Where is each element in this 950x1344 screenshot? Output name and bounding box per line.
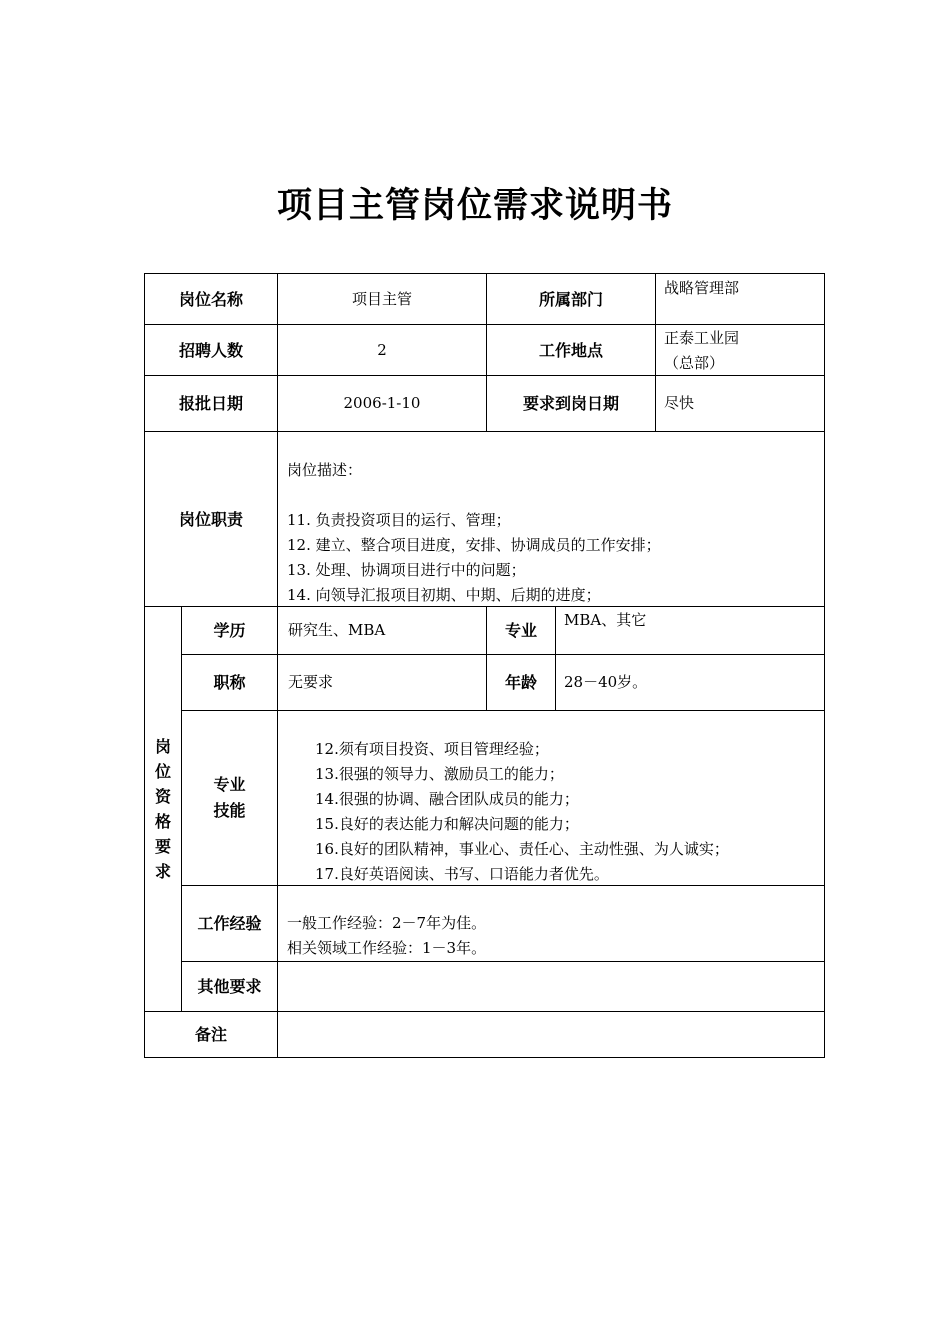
label-headcount: 招聘人数 [178,340,243,360]
list-item: 一般工作经验：2－7年为佳。 [287,914,487,932]
value-work-location: 正泰工业园 （总部） [664,329,740,372]
value-approval-date: 2006-1-10 [343,394,421,412]
label-position-name: 岗位名称 [178,289,243,309]
value-other-requirements [278,962,824,1011]
list-item: 11. 负责投资项目的运行、管理； [287,511,511,529]
label-qualifications: 岗 位 资 格 要 求 [154,737,171,881]
value-remarks [278,1012,824,1057]
list-item: 13. 处理、协调项目进行中的问题； [287,561,526,579]
value-title-rank: 无要求 [288,673,334,691]
label-other-requirements: 其他要求 [197,977,262,996]
list-item: 13.很强的领导力、激励员工的能力； [315,765,564,783]
list-item: 相关领域工作经验：1－3年。 [287,939,487,957]
list-item: 15.良好的表达能力和解决问题的能力； [315,815,579,833]
list-item: 12.须有项目投资、项目管理经验； [315,740,549,758]
skills-content [315,737,820,885]
skills-list [315,737,820,887]
list-item: 16.良好的团队精神，事业心、责任心、主动性强、为人诚实； [315,840,729,858]
label-education: 学历 [213,621,246,640]
label-skills: 专业 技能 [213,775,246,820]
list-item: 14. 向领导汇报项目初期、中期、后期的进度； [287,586,601,604]
label-duties: 岗位职责 [178,509,243,529]
value-department: 战略管理部 [664,279,740,297]
label-remarks: 备注 [194,1025,227,1044]
label-title-rank: 职称 [213,673,246,692]
value-education: 研究生、MBA [288,621,386,639]
value-age: 28－40岁。 [564,673,648,691]
label-department: 所属部门 [538,289,603,309]
label-major: 专业 [504,621,537,640]
page-title: 项目主管岗位需求说明书 [276,186,673,226]
label-arrival-date: 要求到岗日期 [522,394,619,413]
value-headcount: 2 [377,340,387,359]
label-approval-date: 报批日期 [178,394,243,413]
value-position-name: 项目主管 [351,289,412,308]
label-work-location: 工作地点 [538,340,603,360]
label-age: 年龄 [504,673,537,692]
duties-list [287,508,817,608]
value-arrival-date: 尽快 [664,394,695,412]
experience-content [287,911,817,961]
list-item: 17.良好英语阅读、书写、口语能力者优先。 [315,865,609,883]
list-item: 14.很强的协调、融合团队成员的能力； [315,790,579,808]
duties-heading: 岗位描述： [287,461,363,479]
label-experience: 工作经验 [197,914,262,933]
value-major: MBA、其它 [564,611,647,629]
duties-content [287,458,817,606]
list-item: 12. 建立、整合项目进度，安排、协调成员的工作安排； [287,536,661,554]
